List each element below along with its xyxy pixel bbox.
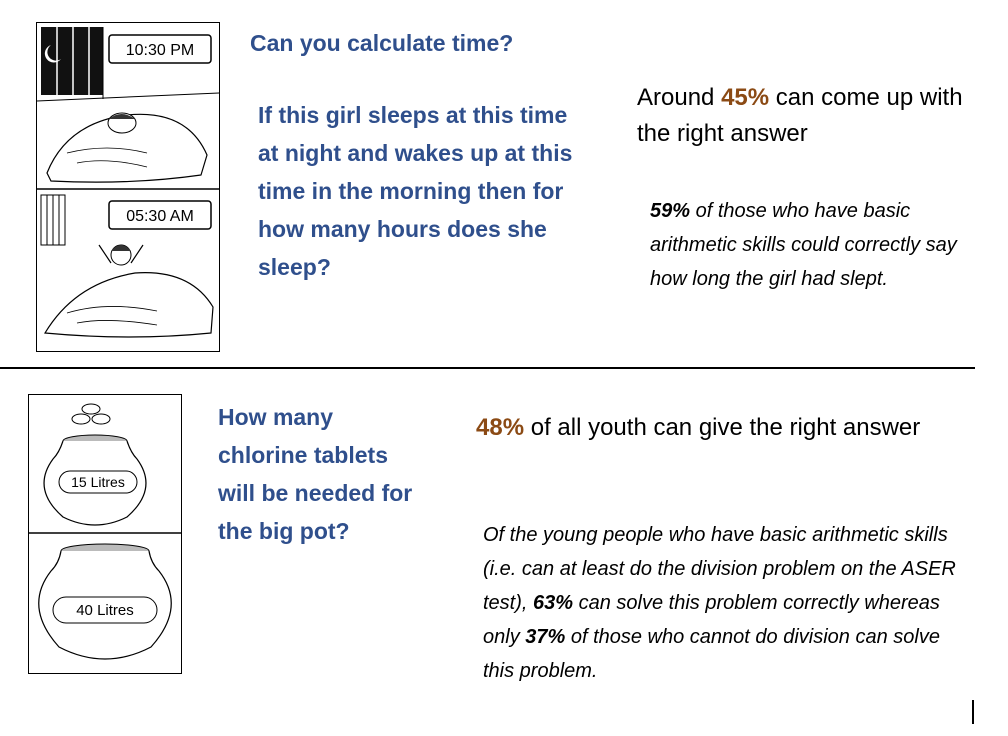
question2-note-percent2: 37% xyxy=(525,626,566,648)
night-clock: 10:30 PM xyxy=(125,42,195,59)
pots-illustration xyxy=(28,394,182,674)
question2-note-part2: can solve this problem correctly whereas only xyxy=(483,592,940,648)
question1-note-text: of those who have basic arithmetic skills could correctly say how long the girl had slept. xyxy=(650,200,957,290)
question2-stat-percent: 48% xyxy=(476,414,525,441)
question1-text: If this girl sleeps at this time at night and wakes up at this time in the morning then for how many hours does she sleep? xyxy=(258,102,573,280)
big-pot-panel xyxy=(39,544,172,659)
question2-stat xyxy=(476,410,956,446)
question2-note-percent1: 63% xyxy=(533,592,574,614)
small-pot-label: 15 Litres xyxy=(71,474,125,490)
small-pot-panel xyxy=(44,404,146,525)
question1-stat-percent: 45% xyxy=(721,84,770,111)
text-cursor xyxy=(972,700,974,724)
morning-panel xyxy=(41,195,213,337)
question1-stat xyxy=(637,80,967,152)
question1-note xyxy=(650,194,990,296)
question1-title: Can you calculate time? xyxy=(250,30,514,56)
question2-stat-suffix: of all youth can give the right answer xyxy=(524,414,921,441)
question1-note-percent: 59% xyxy=(650,200,691,222)
question1-stat-prefix: Around xyxy=(637,84,722,111)
section-divider xyxy=(0,367,975,369)
question1-stat-suffix: can come up with the right answer xyxy=(637,84,963,147)
question2-note xyxy=(483,518,973,688)
question2-text: How many chlorine tablets will be needed for the big pot? xyxy=(218,404,413,544)
night-panel xyxy=(37,23,219,189)
morning-clock: 05:30 AM xyxy=(126,208,194,225)
sleep-illustration xyxy=(36,22,220,352)
question2-note-part3: of those who cannot do division can solve this problem. xyxy=(483,626,940,682)
question2-note-part1: Of the young people who have basic arithmetic skills (i.e. can at least do the division problem on the ASER test), xyxy=(483,524,956,614)
big-pot-label: 40 Litres xyxy=(76,602,134,619)
